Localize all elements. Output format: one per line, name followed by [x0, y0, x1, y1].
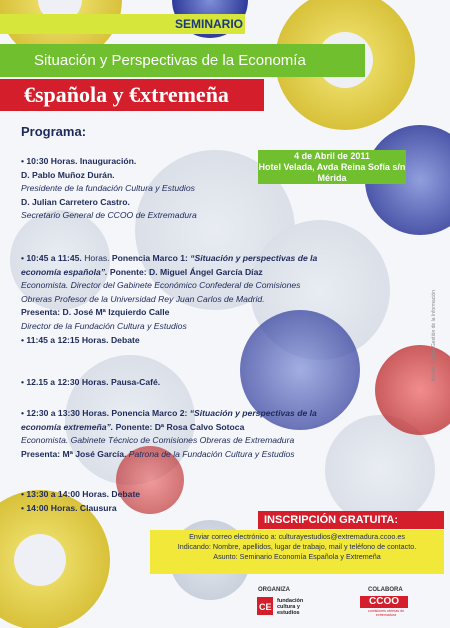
ccoo-logo-sub: comisiones obreras de extremadura: [367, 609, 405, 617]
program-block-4: [21, 407, 391, 461]
design-credit: diseño: Códice Gestión de la Información: [431, 290, 437, 382]
programa-heading: Programa:: [21, 124, 87, 139]
seminario-kicker: SEMINARIO: [174, 17, 243, 31]
venue-city: Mérida: [317, 173, 347, 183]
b5-debate: • 13:30 a 14:00 Horas. Debate: [21, 489, 141, 499]
fundacion-logo-text: fundación cultura y estudios: [277, 598, 304, 616]
ccoo-logo: [354, 594, 418, 618]
b2-presenta: Presenta: D. José Mª Izquierdo Calle: [21, 307, 170, 318]
title-line-2: €spañola y €xtremeña: [24, 82, 229, 107]
b4-presenta: Presenta: Mª José García.: [21, 448, 127, 459]
venue-place: Hotel Velada, Avda Reina Sofía s/n: [258, 162, 406, 172]
program-block-1: [21, 155, 391, 223]
venue-date: 4 de Abril de 2011: [294, 151, 370, 161]
b2-cv-1: Economista. Director del Gabinete Económico Confederal de Comisiones: [21, 280, 301, 291]
program-block-3: [21, 376, 391, 390]
fundacion-logo: [255, 595, 325, 617]
b2-presenta-cv: Director de la Fundación Cultura y Estudios: [21, 320, 187, 331]
contact-box: [150, 530, 444, 574]
b5-clausura: • 14:00 Horas. Clausura: [21, 502, 117, 513]
b1-role-2: Secretario General de CCOO de Extremadura: [21, 210, 197, 221]
b4-cv: Economista. Gabinete Técnico de Comisiones Obreras de Extremadura: [21, 435, 295, 446]
title-line-1: Situación y Perspectivas de la Economía: [34, 52, 306, 69]
b1-role-1: Presidente de la fundación Cultura y Estudios: [21, 183, 195, 194]
organiza-label: ORGANIZA: [258, 587, 290, 593]
b2-ponencia: Ponencia Marco 1:: [111, 253, 188, 263]
b2-title-a: “Situación y perspectivas de la: [187, 253, 318, 263]
b2-horas: Horas.: [81, 253, 112, 263]
program-block-2: [21, 252, 391, 347]
b3-pausa: • 12.15 a 12:30 Horas. Pausa-Café.: [21, 377, 161, 387]
b1-person-1: D. Pablo Muñoz Durán.: [21, 169, 115, 180]
contact-subject-line: Asunto: Seminario Economía Española y Extremeña: [213, 552, 381, 561]
colabora-label: COLABORA: [368, 587, 403, 593]
b2-time: • 10:45 a 11:45.: [21, 253, 82, 263]
b4-presenta-cv: Patrona de la Fundación Cultura y Estudios: [126, 448, 295, 459]
b1-time: • 10:30 Horas. Inauguración.: [21, 156, 137, 166]
b2-ponente: Ponente: D. Miguel Ángel García Díaz: [107, 266, 263, 277]
b1-person-2: D. Julian Carretero Castro.: [21, 196, 130, 207]
svg-text:CE: CE: [259, 602, 272, 612]
b2-debate: • 11:45 a 12:15 Horas. Debate: [21, 334, 140, 345]
b4-ponente: Ponente: Dª Rosa Calvo Sotoca: [113, 421, 245, 432]
contact-fields-line: Indicando: Nombre, apellidos, lugar de trabajo, mail y teléfono de contacto.: [177, 542, 417, 551]
b4-title-b: economía extremeña”.: [21, 421, 114, 432]
inscripcion-heading: INSCRIPCIÓN GRATUITA:: [264, 514, 399, 526]
b2-title-b: economía española”.: [21, 266, 108, 277]
b4-time: • 12:30 a 13:30 Horas. Ponencia Marco 2:: [21, 408, 188, 418]
contact-email-line: Enviar correo electrónico a: culturayestudios@extremadura.ccoo.es: [189, 532, 405, 541]
b2-cv-2: Obreras Profesor de la Universidad Rey Juan Carlos de Madrid.: [21, 293, 265, 304]
b4-title-a: “Situación y perspectivas de la: [187, 408, 317, 418]
ccoo-logo-mark: CCOO: [360, 596, 408, 608]
